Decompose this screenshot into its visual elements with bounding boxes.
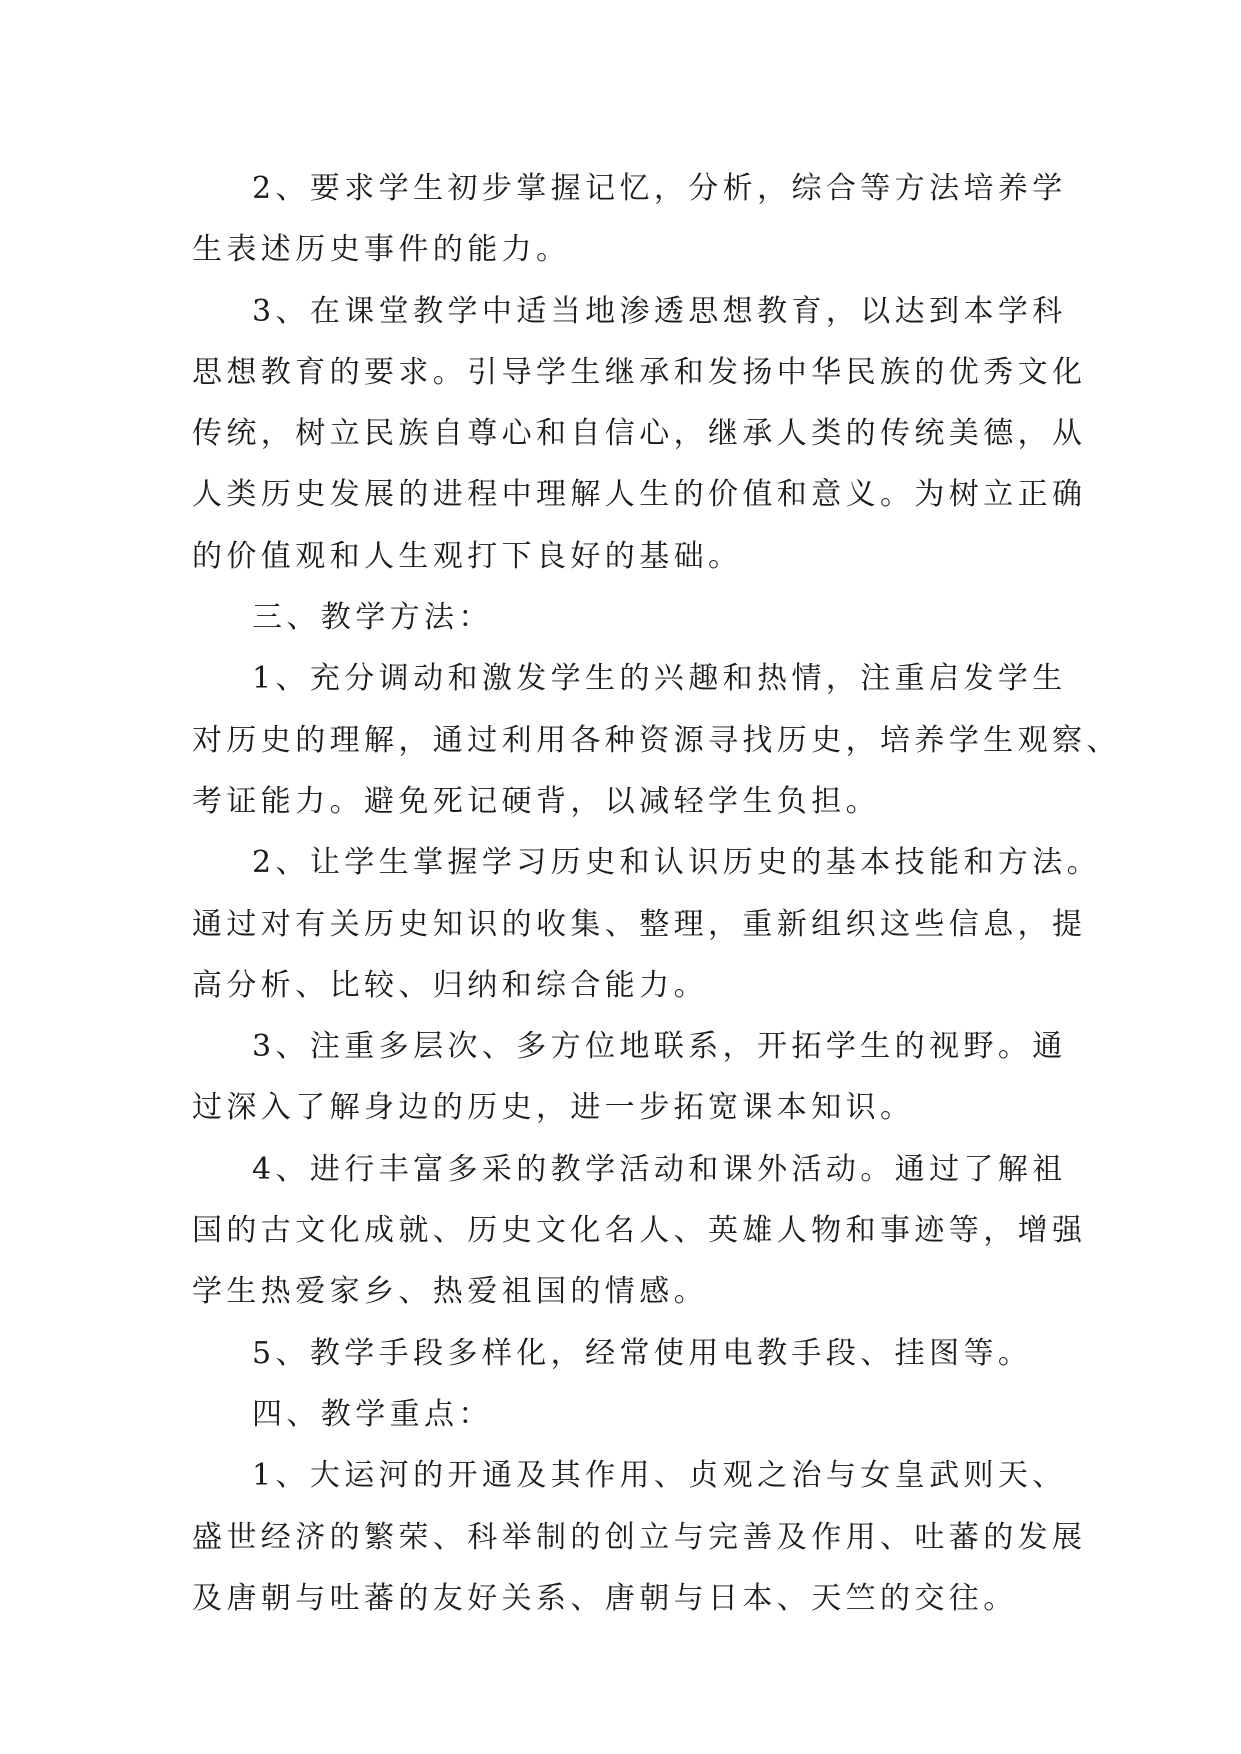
section-heading: 三、教学方法： [252, 600, 493, 636]
text-line: 对历史的理解，通过利用各种资源寻找历史，培养学生观察、 [192, 722, 1121, 758]
document-body [192, 158, 1121, 1629]
text-line: 2、要求学生初步掌握记忆，分析，综合等方法培养学 [252, 171, 1067, 206]
text-line: 及唐朝与吐蕃的友好关系、唐朝与日本、天竺的交往。 [192, 1580, 1018, 1616]
text-line: 3、注重多层次、多方位地联系，开拓学生的视野。通 [252, 1029, 1067, 1065]
text-line: 的价值观和人生观打下良好的基础。 [192, 538, 743, 574]
text-line: 3、在课堂教学中适当地渗透思想教育，以达到本学科 [252, 293, 1067, 329]
text-line: 传统，树立民族自尊心和自信心，继承人类的传统美德，从 [192, 416, 1087, 452]
text-line: 过深入了解身边的历史，进一步拓宽课本知识。 [192, 1090, 915, 1126]
text-line: 高分析、比较、归纳和综合能力。 [192, 967, 708, 1003]
text-line: 思想教育的要求。引导学生继承和发扬中华民族的优秀文化 [192, 354, 1087, 390]
text-line: 4、进行丰富多采的教学活动和课外活动。通过了解祖 [252, 1151, 1067, 1187]
text-line: 人类历史发展的进程中理解人生的价值和意义。为树立正确 [192, 477, 1087, 513]
text-line: 国的古文化成就、历史文化名人、英雄人物和事迹等，增强 [192, 1213, 1087, 1249]
text-line: 生表述历史事件的能力。 [192, 232, 571, 268]
text-line: 1、大运河的开通及其作用、贞观之治与女皇武则天、 [252, 1458, 1067, 1494]
text-line: 盛世经济的繁荣、科举制的创立与完善及作用、吐蕃的发展 [192, 1519, 1087, 1555]
text-line: 1、充分调动和激发学生的兴趣和热情，注重启发学生 [252, 661, 1067, 697]
text-line: 5、教学手段多样化，经常使用电教手段、挂图等。 [252, 1335, 1033, 1371]
section-heading: 四、教学重点： [252, 1396, 493, 1432]
text-line: 学生热爱家乡、热爱祖国的情感。 [192, 1274, 708, 1310]
text-line: 考证能力。避免死记硬背，以减轻学生负担。 [192, 783, 880, 819]
text-line: 2、让学生掌握学习历史和认识历史的基本技能和方法。 [252, 845, 1102, 881]
text-line: 通过对有关历史知识的收集、整理，重新组织这些信息，提 [192, 906, 1087, 942]
